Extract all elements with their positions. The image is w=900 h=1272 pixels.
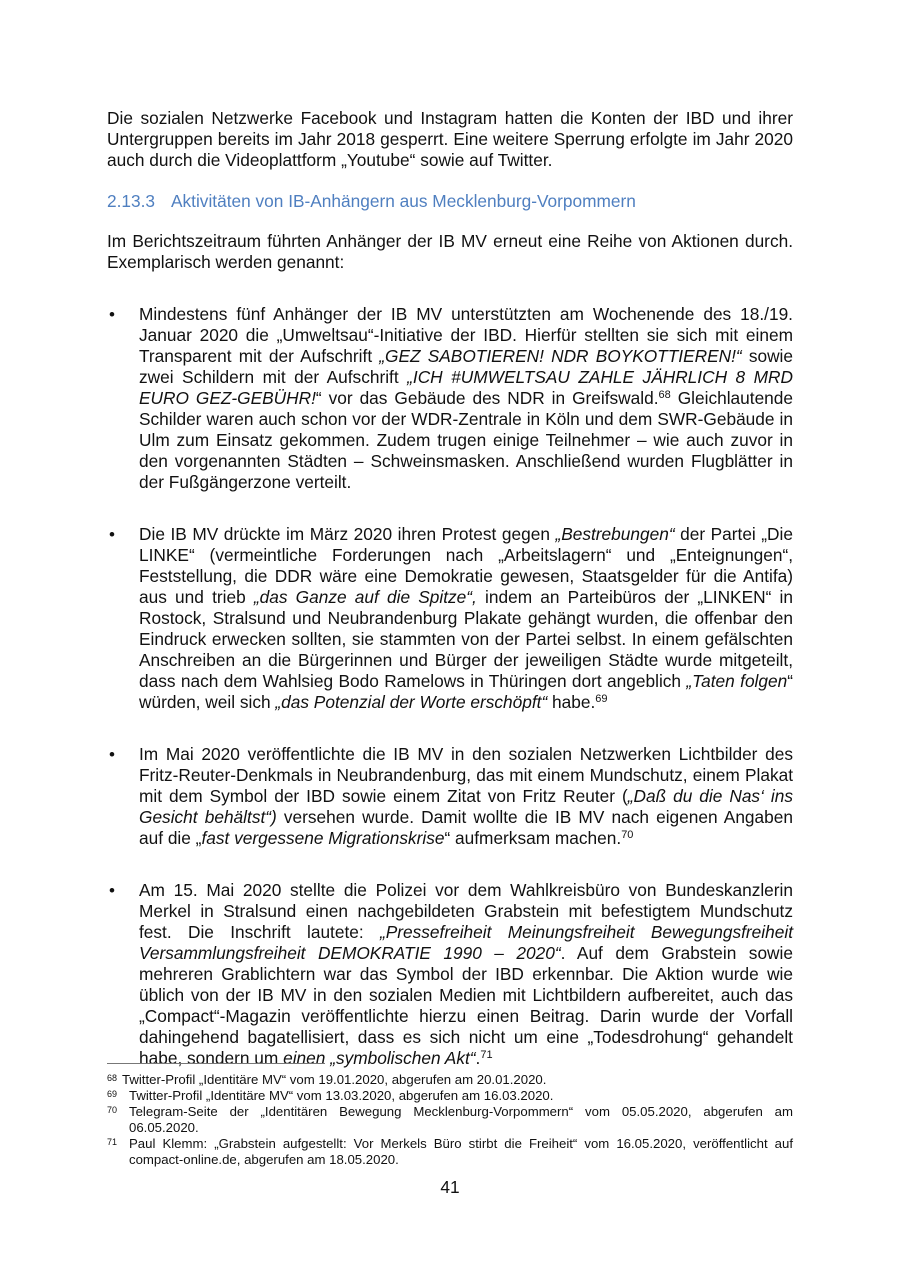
quote-text: „das Potenzial der Worte erschöpft“ (275, 692, 548, 712)
section-title: Aktivitäten von IB-Anhängern aus Mecklenburg-Vorpommern (171, 191, 636, 211)
footnote-ref[interactable]: 71 (480, 1049, 493, 1061)
list-item-text: indem an Parteibüros der „LINKEN“ in Rostock, Stralsund und Neubrandenburg Plakate gehängt wurden, die offenbar den Eindruck erwecken sollten, sie stammten von der Partei selbst. In einem gefälschten Anschreiben an die Bürgerinnen und Bürger der jeweiligen Städte wurde mitgeteilt, dass nach dem Wahlsieg Bodo Ramelows in Thüringen dort angeblich (139, 587, 793, 691)
footnote-mark: 69 (107, 1089, 118, 1099)
quote-text: „das Ganze auf die Spitze“, (253, 587, 477, 607)
list-item-text: “ vor das Gebäude des NDR in Greifswald. (315, 388, 659, 408)
footnote (107, 1136, 793, 1168)
list-item-text: Im Mai 2020 veröffentlichte die IB MV in den sozialen Netzwerken Lichtbilder des Fritz-Reuter-Denkmals in Neubrandenburg, das mit einem Mundschutz, einem Plakat mit dem Symbol der IBD sowie einem Zitat von Fritz Reuter ( (139, 744, 793, 806)
footnote-ref[interactable]: 69 (595, 693, 608, 705)
list-item-text: Mindestens fünf Anhänger der IB MV unterstützten am Wochenende des 18./19. Januar 2020 die „Umweltsau“-Initiative der IBD. Hierfür stellten sie sich mit einem Transparent mit der Aufschrift (139, 304, 793, 366)
bullet-icon: • (109, 525, 115, 544)
lead-paragraph: Im Berichtszeitraum führten Anhänger der IB MV erneut eine Reihe von Aktionen durch. Exemplarisch werden genannt: (107, 231, 793, 272)
footnote-text: Paul Klemm: „Grabstein aufgestellt: Vor Merkels Büro stirbt die Freiheit“ vom 16.05.2020, veröffentlicht auf compact-online.de, abgerufen am 18.05.2020. (129, 1136, 793, 1167)
section-heading[interactable] (107, 191, 793, 212)
list-item-text: versehen wurde. Damit wollte die IB MV nach eigenen Angaben auf die „ (139, 807, 793, 848)
page-content (107, 108, 793, 1069)
list-item-text: . Auf dem Grabstein sowie mehreren Grablichtern war das Symbol der IBD erkennbar. Die Aktion wurde wie üblich von der IB MV in den sozialen Medien mit Lichtbildern aufbereitet, auch das „Compact“-Magazin veröffentlichte hierzu einen Beitrag. Darin wurde der Vorfall dahingehend bagatellisiert, dass es sich nicht um eine „Todesdrohung“ gehandelt habe, sondern um (139, 943, 793, 1068)
footnote-ref[interactable]: 70 (621, 829, 634, 841)
page-number: 41 (440, 1177, 460, 1197)
list-item-text: . (475, 1048, 481, 1068)
list-item-text: Am 15. Mai 2020 stellte die Polizei vor dem Wahlkreisbüro von Bundeskanzlerin Merkel in Stralsund einen nachgebildeten Grabstein mit befestigtem Mundschutz fest. Die Inschrift lautete: (139, 880, 793, 942)
list-item-text: Gleichlautende Schilder waren auch schon vor der WDR-Zentrale in Köln und dem SWR-Gebäude in Ulm zum Einsatz gekommen. Zudem trugen einige Teilnehmer – wie auch zuvor in den vorgenannten Städten – Schweinsmasken. Anschließend wurden Flugblätter in der Fußgängerzone verteilt. (139, 388, 794, 492)
footnote-ref[interactable]: 68 (658, 389, 671, 401)
footnote-divider (107, 1063, 325, 1064)
bullet-icon: • (109, 881, 115, 900)
list-item-text: Die IB MV drückte im März 2020 ihren Protest gegen (139, 524, 556, 544)
list-item (107, 304, 793, 493)
footnote-mark: 71 (107, 1137, 118, 1147)
quote-text: „ICH #UMWELTSAU ZAHLE JÄHRLICH 8 MRD EURO GEZ-GEBÜHR! (139, 367, 793, 408)
quote-text: einen „symbolischen Akt“ (283, 1048, 476, 1068)
quote-text: „Pressefreiheit Meinungsfreiheit Bewegungsfreiheit Versammlungsfreiheit DEMOKRATIE 1990 – 2020“ (139, 922, 793, 963)
list-item-text: der Partei „Die LINKE“ (vermeintliche Forderungen nach „Arbeitslagern“ und „Enteignungen“, Feststellung, die DDR wäre eine Demokratie gewesen, Staatsgelder für die Antifa) aus und trieb (139, 524, 793, 607)
list-item (107, 524, 793, 713)
list-item-text: habe. (547, 692, 596, 712)
bullet-icon: • (109, 745, 115, 764)
footnote (107, 1104, 793, 1136)
bullet-icon: • (109, 305, 115, 324)
footnote-text: Telegram-Seite der „Identitären Bewegung Mecklenburg-Vorpommern“ vom 05.05.2020, abgerufen am 06.05.2020. (129, 1104, 793, 1135)
list-item-text: “ würden, weil sich (139, 671, 793, 712)
quote-text: „Bestrebungen“ (555, 524, 675, 544)
section-number: 2.13.3 (107, 191, 156, 211)
quote-text: „GEZ SABOTIEREN! NDR BOYKOTTIEREN!“ (379, 346, 742, 366)
list-item-text: sowie zwei Schildern mit der Aufschrift (139, 346, 794, 387)
footnote-text: Twitter-Profil „Identitäre MV“ vom 13.03.2020, abgerufen am 16.03.2020. (129, 1088, 554, 1103)
list-item (107, 880, 793, 1069)
footnote (107, 1088, 793, 1104)
footnotes (107, 1072, 793, 1168)
quote-text: fast vergessene Migrationskrise (201, 828, 445, 848)
list-item (107, 744, 793, 849)
footnote-mark: 70 (107, 1105, 118, 1115)
quote-text: „Taten folgen (686, 671, 788, 691)
footnote (107, 1072, 793, 1088)
footnote-mark: 68 (107, 1073, 118, 1083)
intro-paragraph: Die sozialen Netzwerke Facebook und Instagram hatten die Konten der IBD und ihrer Untergruppen bereits im Jahr 2018 gesperrt. Eine weitere Sperrung erfolgte im Jahr 2020 auch durch die Videoplattform „Youtube“ sowie auf Twitter. (107, 108, 793, 170)
footnote-text: Twitter-Profil „Identitäre MV“ vom 19.01.2020, abgerufen am 20.01.2020. (122, 1072, 547, 1087)
quote-text: „Daß du die Nas‘ ins Gesicht behältst“) (139, 786, 793, 827)
list-item-text: “ aufmerksam machen. (444, 828, 622, 848)
activity-list (107, 304, 793, 1069)
